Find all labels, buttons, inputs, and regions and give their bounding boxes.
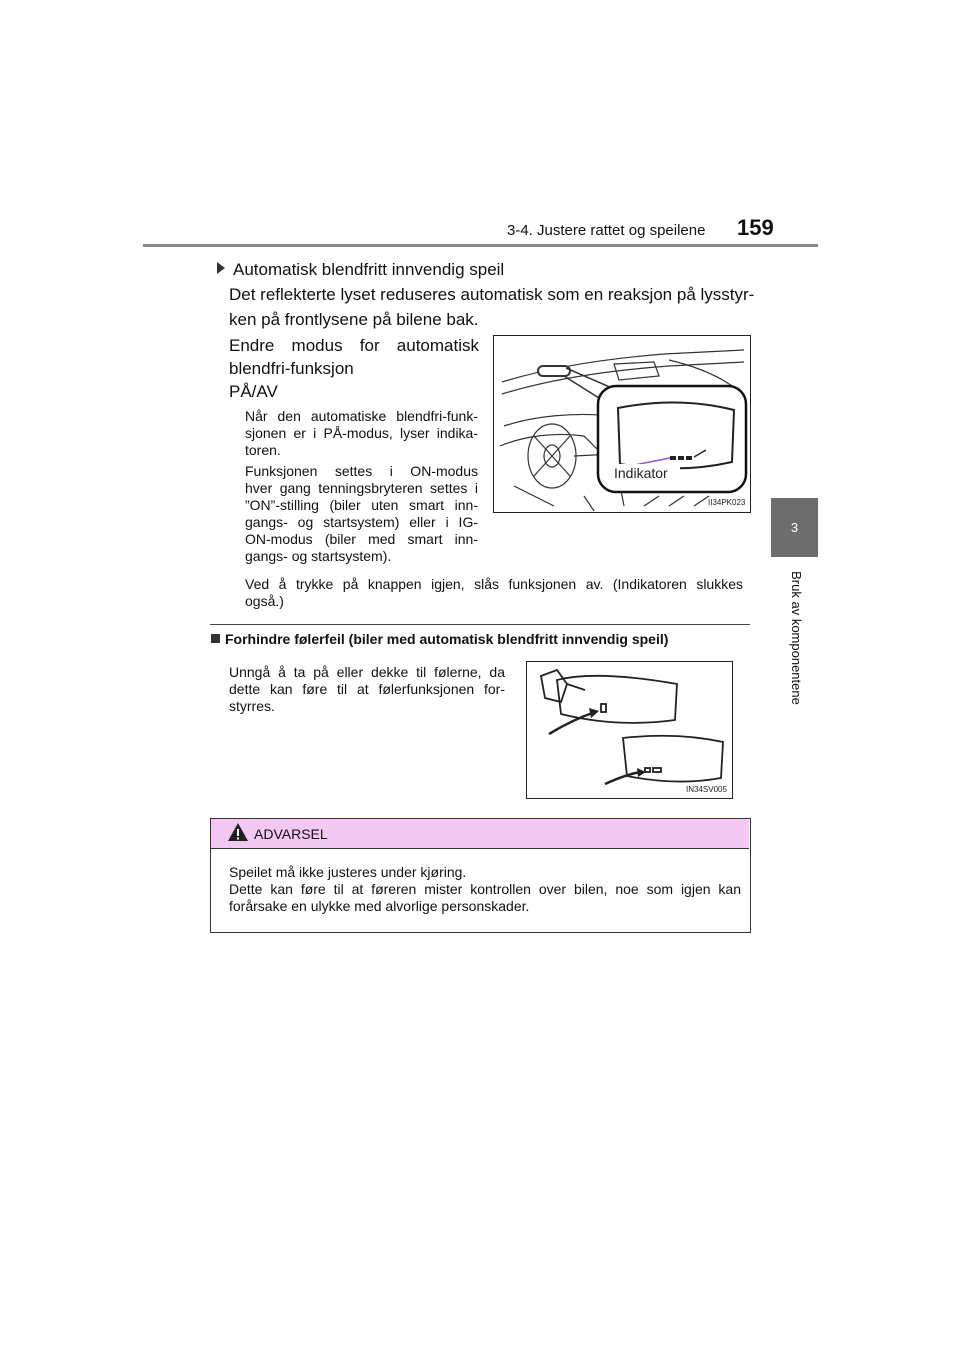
text-line: gangs- og startsystem) eller i IG- — [245, 514, 478, 530]
header-rule — [143, 244, 818, 247]
text-line: ”ON”-stilling (biler uten smart inn- — [245, 497, 478, 513]
figure-code: IN34SV005 — [686, 785, 727, 794]
mode-title-line-1: Endre modus for automatisk — [229, 336, 479, 355]
text-line: dette kan føre til at følerfunksjonen for- — [229, 681, 505, 697]
text-line: Ved å trykke på knappen igjen, slås funksjonen av. (Indikatoren slukkes — [245, 576, 743, 592]
text-line: Unngå å ta på eller dekke til følerne, da — [229, 664, 505, 680]
section-title: 3-4. Justere rattet og speilene — [507, 222, 706, 239]
sensor-paragraph — [229, 664, 505, 715]
mode-paragraph-3 — [245, 576, 743, 610]
text-line: Speilet må ikke justeres under kjøring. — [229, 864, 467, 880]
figure-interior-mirror — [493, 335, 751, 513]
text-line: også.) — [245, 593, 284, 609]
sensor-heading-text: Forhindre følerfeil (biler med automatisk blendfritt innvendig speil) — [225, 631, 669, 647]
intro-line-2: ken på frontlysene på bilene bak. — [229, 310, 479, 329]
text-line: Når den automatiske blendfri-funk- — [245, 408, 478, 424]
indicator-callout-label: Indikator — [614, 465, 668, 481]
section-divider — [210, 624, 750, 625]
subsection-heading-text: Automatisk blendfritt innvendig speil — [233, 260, 505, 279]
text-line: styrres. — [229, 698, 275, 714]
subsection-heading — [217, 257, 504, 282]
square-bullet-icon — [211, 634, 220, 643]
chapter-title: Bruk av komponentene — [789, 571, 804, 705]
text-line: forårsake en ulykke med alvorlige personskader. — [229, 898, 530, 914]
mode-title-line-2: blendfri-funksjon — [229, 359, 354, 378]
sensor-heading — [211, 631, 668, 647]
warning-title: ADVARSEL — [254, 826, 328, 842]
warning-text — [229, 864, 741, 915]
figure-mirror-sensors — [526, 661, 733, 799]
text-line: gangs- og startsystem). — [245, 548, 392, 564]
mode-paragraph-2 — [245, 463, 478, 565]
sensor-illustration — [527, 662, 732, 798]
chapter-number: 3 — [790, 520, 799, 535]
text-line: ON-modus (biler med smart inn- — [245, 531, 478, 547]
text-line: Funksjonen settes i ON-modus — [245, 463, 478, 479]
mode-label: PÅ/AV — [229, 382, 278, 401]
intro-line-1: Det reflekterte lyset reduseres automatisk som en reaksjon på lysstyr- — [229, 285, 755, 304]
text-line: hver gang tenningsbryteren settes i — [245, 480, 478, 496]
text-line: toren. — [245, 442, 281, 458]
interior-illustration — [494, 336, 750, 512]
figure-code: II34PK023 — [708, 498, 746, 507]
text-line: sjonen er i PÅ-modus, lyser indika- — [245, 425, 478, 441]
mode-paragraph-1 — [245, 408, 478, 459]
triangle-bullet-icon — [217, 262, 225, 274]
text-line: Dette kan føre til at føreren mister kontrollen over bilen, noe som igjen kan — [229, 881, 741, 897]
warning-triangle-icon — [227, 822, 249, 847]
page-number: 159 — [737, 215, 774, 240]
